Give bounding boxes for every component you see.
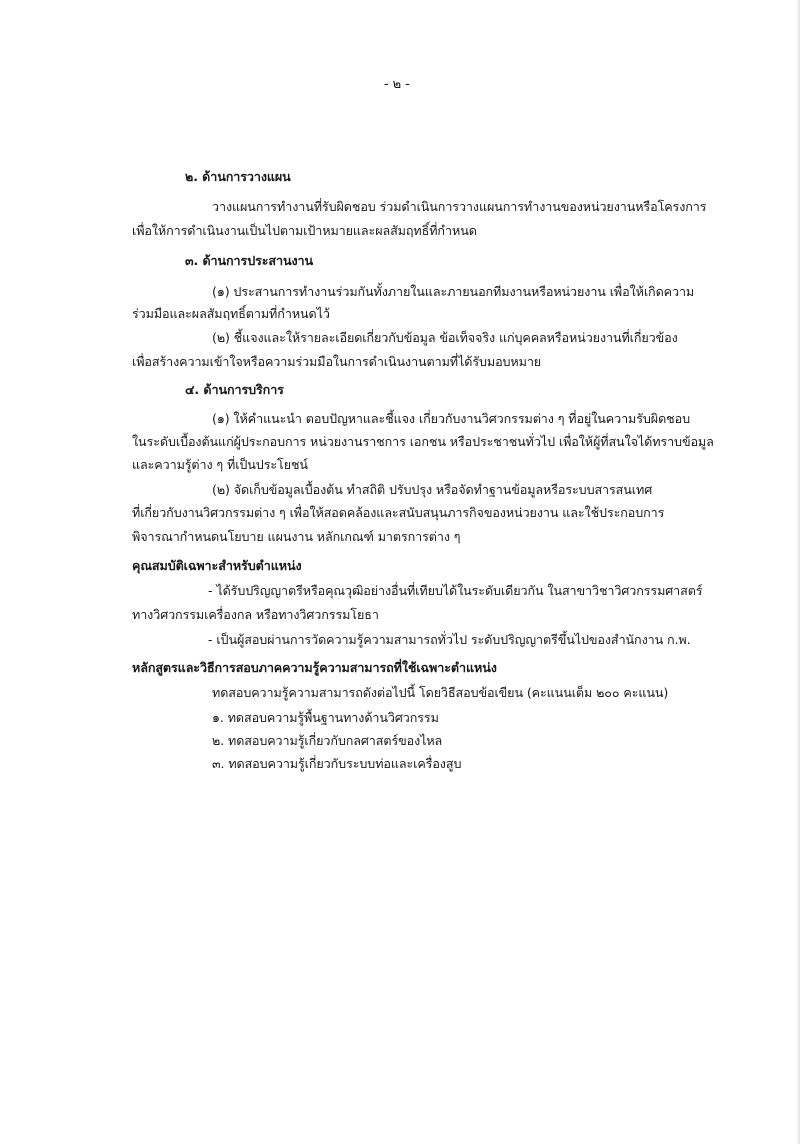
section-service-heading: ๔. ด้านการบริการ [185, 382, 284, 397]
service-item-line: (๑) ให้คำแนะนำ ตอบปัญหาและชี้แจง เกี่ยวกับงานวิศวกรรมต่าง ๆ ที่อยู่ในความรับผิดชอบ [212, 411, 690, 426]
exam-topic-item: ๒. ทดสอบความรู้เกี่ยวกับกลศาสตร์ของไหล [212, 733, 443, 748]
section-planning-line: วางแผนการทำงานที่รับผิดชอบ ร่วมดำเนินการวางแผนการทำงานของหน่วยงานหรือโครงการ [212, 199, 707, 214]
section-planning-line: เพื่อให้การดำเนินงานเป็นไปตามเป้าหมายและผลสัมฤทธิ์ที่กำหนด [132, 223, 477, 238]
service-item-line: พิจารณากำหนดนโยบาย แผนงาน หลักเกณฑ์ มาตรการต่าง ๆ [132, 529, 461, 544]
qualification-line: - เป็นผู้สอบผ่านการวัดความรู้ความสามารถทั่วไป ระดับปริญญาตรีขึ้นไปของสำนักงาน ก.พ. [208, 632, 691, 647]
service-item-line: ในระดับเบื้องต้นแก่ผู้ประกอบการ หน่วยงานราชการ เอกชน หรือประชาชนทั่วไป เพื่อให้ผู้ที่สนใจได้ทราบข้อมูล [132, 434, 714, 449]
service-item-line: ที่เกี่ยวกับงานวิศวกรรมต่าง ๆ เพื่อให้สอดคล้องและสนับสนุนภารกิจของหน่วยงาน และใช้ประกอบการ [132, 505, 665, 520]
service-item-line: (๒) จัดเก็บข้อมูลเบื้องต้น ทำสถิติ ปรับปรุง หรือจัดทำฐานข้อมูลหรือระบบสารสนเทศ [212, 482, 653, 497]
exam-heading: หลักสูตรและวิธีการสอบภาคความรู้ความสามารถที่ใช้เฉพาะตำแหน่ง [132, 660, 497, 675]
exam-topic-item: ๓. ทดสอบความรู้เกี่ยวกับระบบท่อและเครื่องสูบ [212, 756, 462, 771]
section-planning-heading: ๒. ด้านการวางแผน [185, 169, 291, 184]
service-item-line: และความรู้ต่าง ๆ ที่เป็นประโยชน์ [132, 457, 308, 472]
coordination-item-line: ร่วมมือและผลสัมฤทธิ์ตามที่กำหนดไว้ [132, 306, 330, 321]
coordination-item-line: เพื่อสร้างความเข้าใจหรือความร่วมมือในการดำเนินงานตามที่ได้รับมอบหมาย [132, 354, 542, 369]
coordination-item-line: (๒) ชี้แจงและให้รายละเอียดเกี่ยวกับข้อมูล ข้อเท็จจริง แก่บุคคลหรือหน่วยงานที่เกี่ยวข้อง [212, 330, 678, 345]
coordination-item-line: (๑) ประสานการทำงานร่วมกันทั้งภายในและภายนอกทีมงานหรือหน่วยงาน เพื่อให้เกิดความ [212, 284, 695, 299]
section-coordination-heading: ๓. ด้านการประสานงาน [185, 253, 314, 268]
exam-intro: ทดสอบความรู้ความสามารถดังต่อไปนี้ โดยวิธีสอบข้อเขียน (คะแนนเต็ม ๒๐๐ คะแนน) [212, 685, 669, 700]
qualification-line: - ได้รับปริญญาตรีหรือคุณวุฒิอย่างอื่นที่เทียบได้ในระดับเดียวกัน ในสาขาวิชาวิศวกรรมศาสตร์ [208, 583, 703, 598]
qualification-line: ทางวิศวกรรมเครื่องกล หรือทางวิศวกรรมโยธา [132, 607, 379, 622]
page-number: - ๒ - [384, 77, 410, 92]
qualifications-heading: คุณสมบัติเฉพาะสำหรับตำแหน่ง [132, 558, 302, 573]
exam-topic-item: ๑. ทดสอบความรู้พื้นฐานทางด้านวิศวกรรม [212, 710, 439, 725]
